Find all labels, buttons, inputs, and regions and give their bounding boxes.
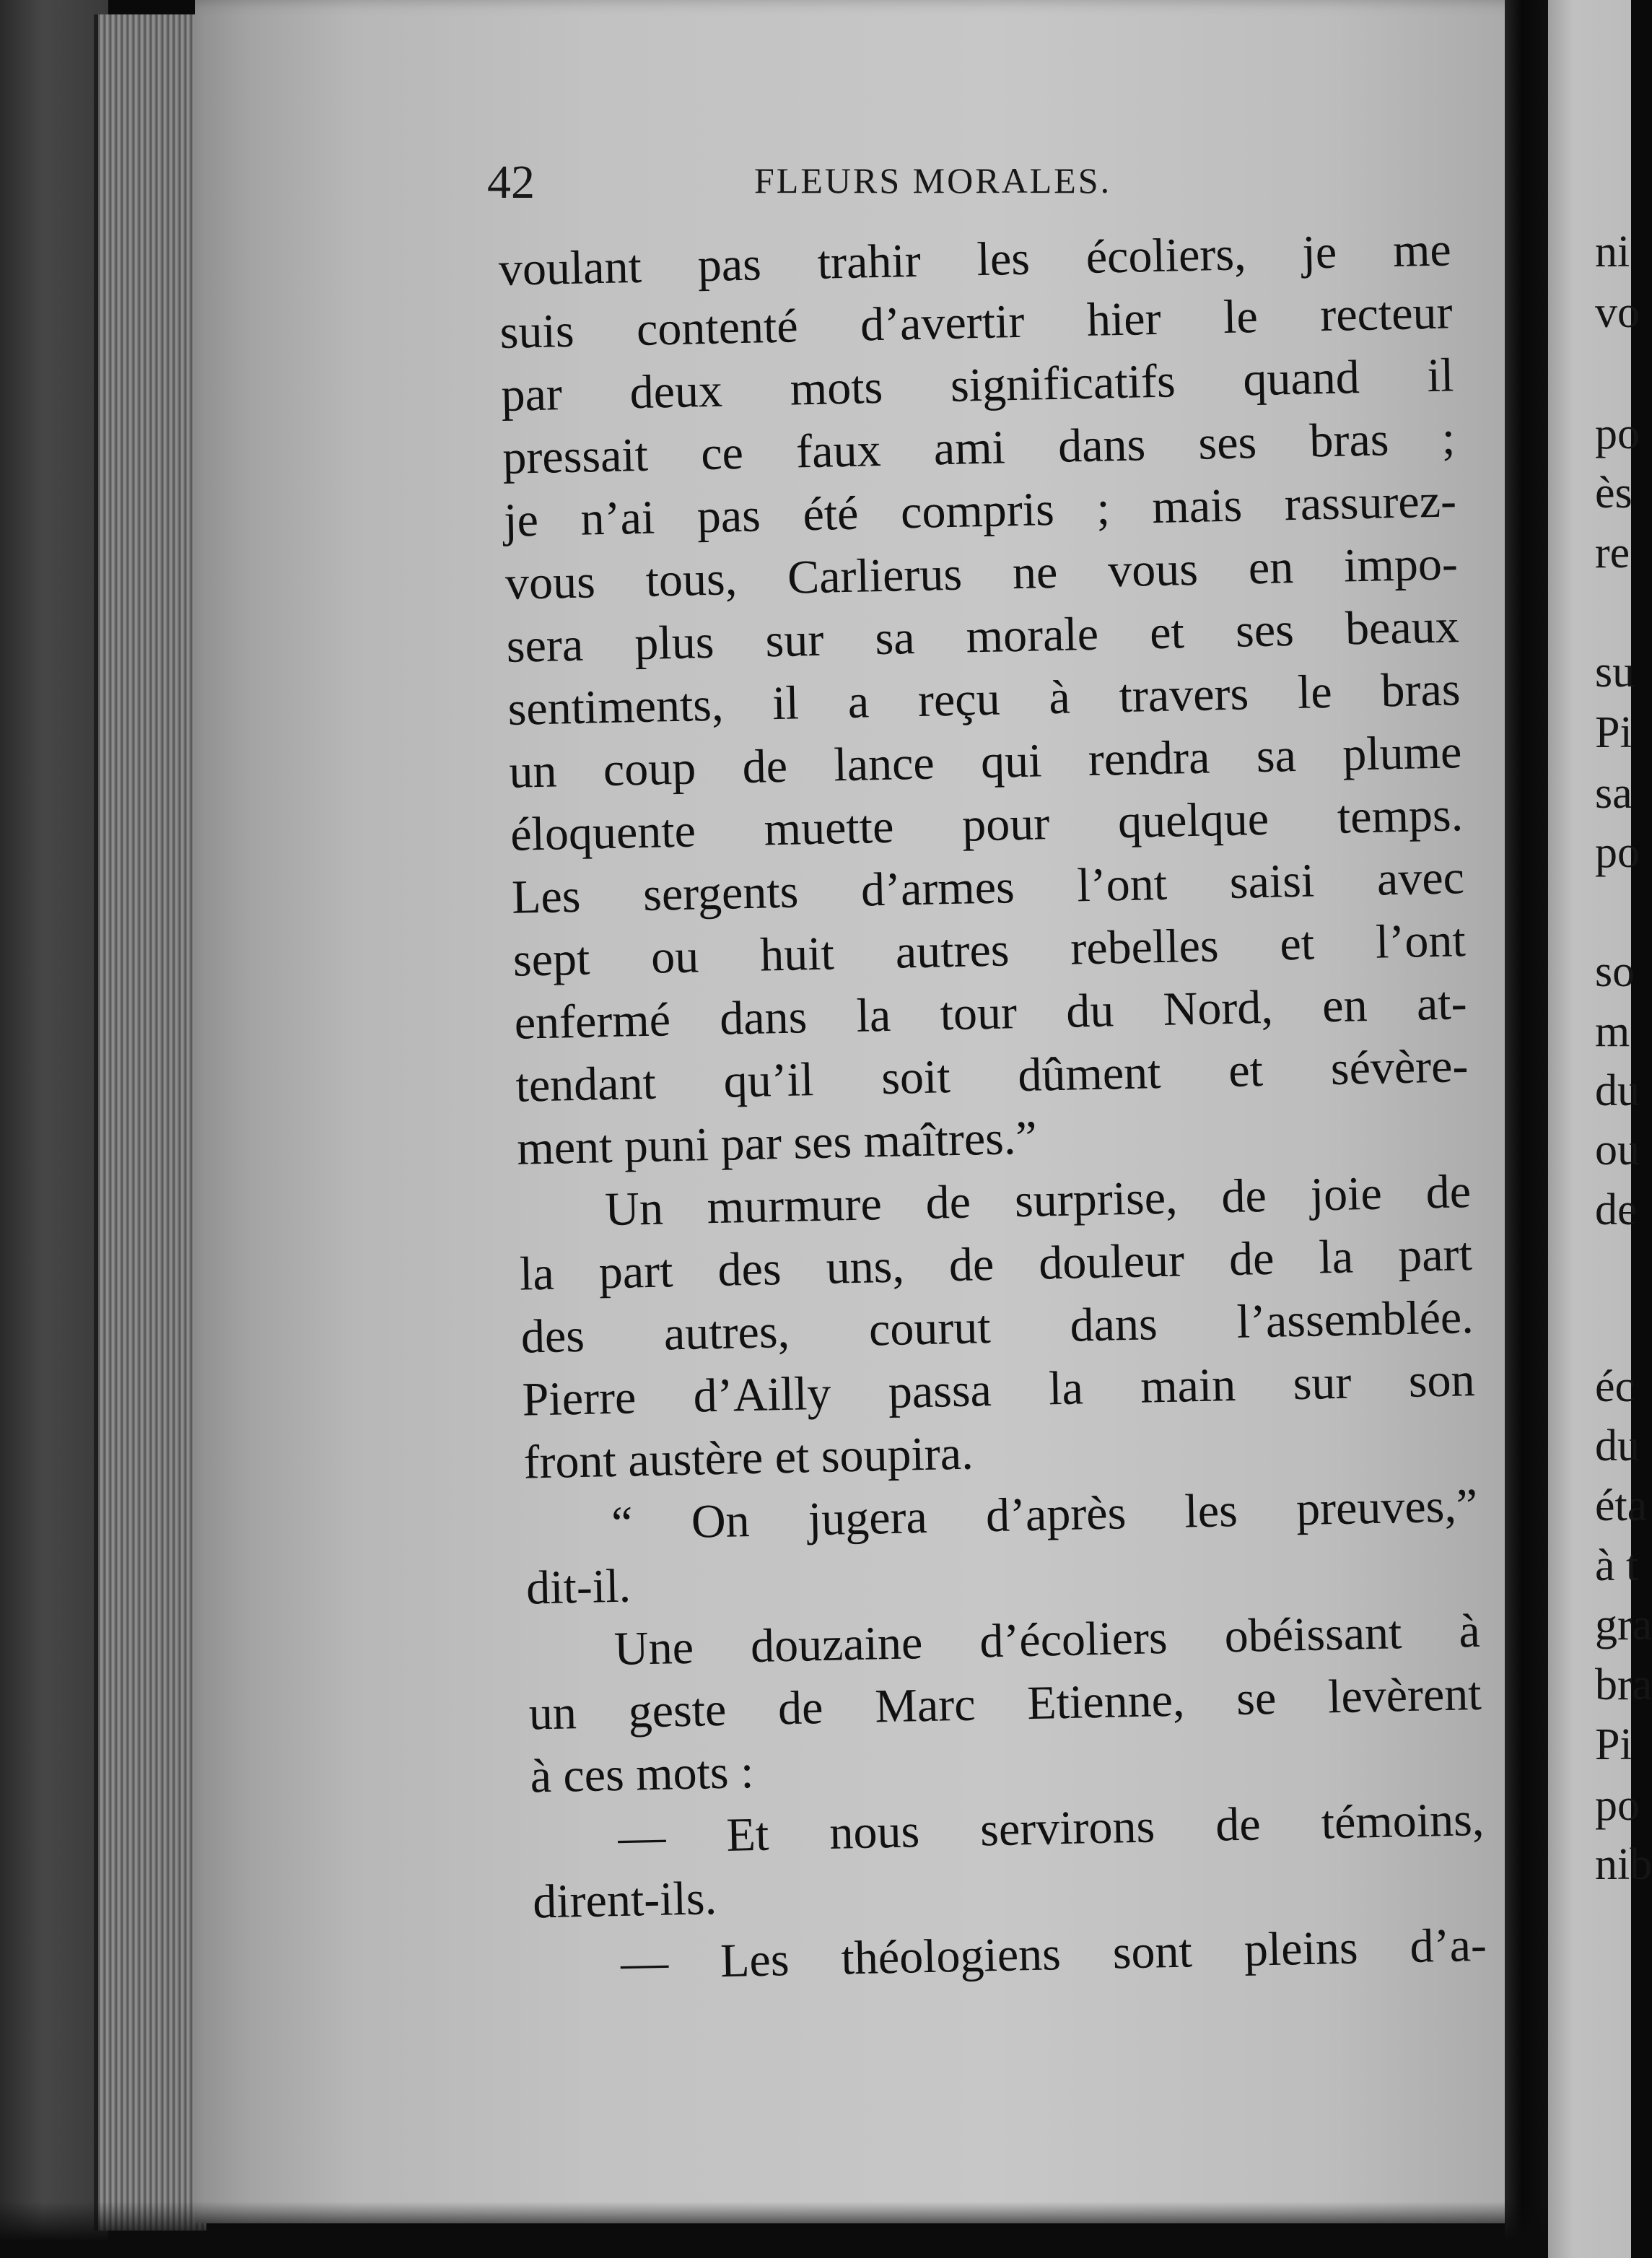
facing-fragment: sa xyxy=(1595,769,1633,818)
text-line: suis contenté d’avertir hier le recteur xyxy=(499,286,1454,359)
facing-fragment: Pi xyxy=(1595,708,1633,757)
text-line: Un murmure de surprise, de joie de xyxy=(604,1165,1472,1237)
text-line: dirent-ils. xyxy=(532,1872,717,1929)
facing-fragment: Pi xyxy=(1595,1720,1633,1769)
facing-fragment: so xyxy=(1595,947,1635,996)
text-line: sentiments, il a reçu à travers le bras xyxy=(507,663,1461,736)
facing-fragment: bra xyxy=(1595,1660,1652,1709)
text-line: — Et nous servirons de témoins, xyxy=(617,1792,1485,1864)
text-line: sept ou huit autres rebelles et l’ont xyxy=(512,914,1467,987)
text-line: Les sergents d’armes l’ont saisi avec xyxy=(511,851,1465,924)
text-line: éloquente muette pour quelque temps. xyxy=(510,788,1464,861)
text-line: la part des uns, de douleur de la part xyxy=(519,1228,1473,1301)
text-line: un coup de lance qui rendra sa plume xyxy=(508,725,1462,798)
facing-fragment: éta xyxy=(1595,1481,1648,1530)
facing-fragment: po xyxy=(1595,828,1640,877)
facing-page xyxy=(1548,0,1652,2258)
text-line: à ces mots : xyxy=(529,1745,755,1803)
text-line: Pierre d’Ailly passa la main sur son xyxy=(521,1354,1476,1426)
facing-fragment: gra xyxy=(1595,1600,1652,1649)
facing-fragment: po xyxy=(1595,1781,1640,1830)
facing-fragment: m xyxy=(1595,1007,1630,1056)
text-line: enfermé dans la tour du Nord, en at- xyxy=(514,977,1468,1050)
text-line: voulant pas trahir les écoliers, je me xyxy=(498,223,1452,296)
text-line: dit-il. xyxy=(525,1559,631,1615)
text-line: tendant qu’il soit dûment et sévère- xyxy=(515,1039,1469,1112)
book-fore-edge xyxy=(94,14,206,2231)
scan-bottom-edge xyxy=(0,2202,1548,2258)
facing-fragment: du xyxy=(1595,1066,1640,1115)
facing-fragment: nib xyxy=(1595,1840,1652,1889)
facing-fragment: po xyxy=(1595,409,1640,458)
text-line: ment puni par ses maîtres.” xyxy=(516,1111,1038,1175)
running-head xyxy=(487,155,1469,209)
facing-fragment: ou xyxy=(1595,1125,1640,1174)
scan-margin-left xyxy=(0,0,108,2258)
facing-fragment: du xyxy=(1595,1421,1640,1470)
text-line: pressait ce faux ami dans ses bras ; xyxy=(502,411,1456,484)
facing-fragment: éc xyxy=(1595,1362,1635,1411)
book-gutter xyxy=(1505,0,1548,2258)
text-line: Une douzaine d’écoliers obéissant à xyxy=(613,1604,1481,1676)
facing-fragment: vo xyxy=(1595,288,1640,337)
text-line: un geste de Marc Etienne, se levèrent xyxy=(528,1667,1482,1740)
text-line: front austère et soupira. xyxy=(523,1426,974,1489)
text-line: par deux mots significatifs quand il xyxy=(500,349,1455,422)
page-number: 42 xyxy=(487,156,535,209)
facing-fragment: re xyxy=(1595,528,1630,577)
facing-fragment: ni xyxy=(1595,227,1630,276)
text-line: je n’ai pas été compris ; mais rassurez- xyxy=(503,474,1457,547)
facing-fragment: de xyxy=(1595,1185,1638,1234)
text-line: des autres, courut dans l’assemblée. xyxy=(520,1291,1474,1364)
facing-fragment: su xyxy=(1595,648,1635,697)
facing-fragment: à t xyxy=(1595,1541,1639,1590)
text-line: “ On jugera d’après les preuves,” xyxy=(611,1478,1478,1551)
text-line: vous tous, Carlierus ne vous en impo- xyxy=(504,537,1459,610)
body-text xyxy=(498,218,1487,1996)
running-title: FLEURS MORALES. xyxy=(754,160,1112,201)
text-line: sera plus sur sa morale et ses beaux xyxy=(506,600,1460,673)
facing-fragment: ès xyxy=(1595,468,1633,518)
text-line: — Les théologiens sont pleins d’a- xyxy=(620,1918,1487,1989)
